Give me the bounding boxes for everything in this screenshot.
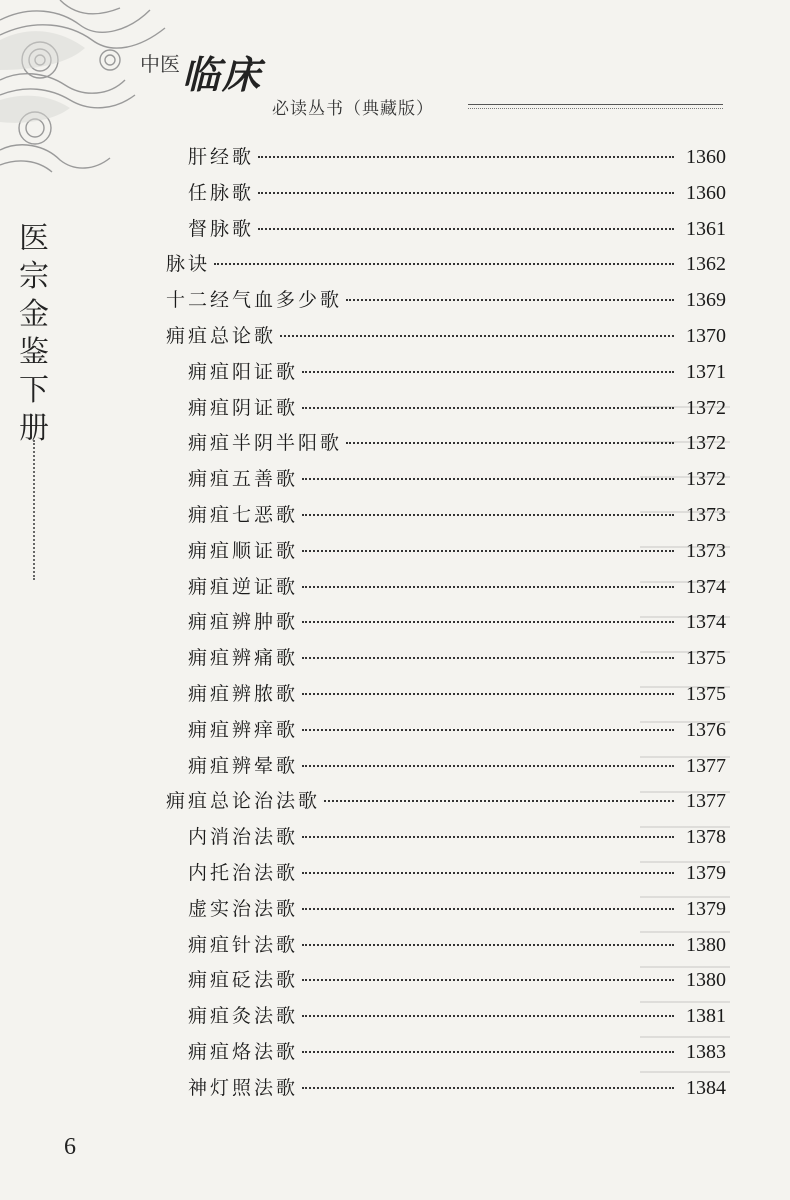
toc-entry-title: 神灯照法歌: [188, 1076, 299, 1099]
toc-leader-dots: [302, 692, 674, 695]
toc-entry-page: 1378: [686, 826, 726, 849]
toc-entry-title: 任脉歌: [188, 181, 255, 204]
toc-entry-page: 1379: [686, 862, 726, 884]
toc-entry[interactable]: [188, 142, 726, 178]
header-rule: [468, 104, 723, 105]
cloud-ornament-icon: [0, 0, 200, 180]
toc-leader-dots: [302, 1050, 674, 1053]
toc-entry[interactable]: [166, 321, 726, 357]
toc-entry-page: 1372: [686, 432, 726, 455]
toc-entry[interactable]: [188, 679, 726, 715]
toc-entry[interactable]: [188, 643, 726, 679]
toc-entry[interactable]: [188, 536, 726, 572]
toc-leader-dots: [346, 441, 674, 444]
toc-entry-page: 1362: [686, 253, 726, 276]
toc-entry-title: 痈疽五善歌: [188, 468, 299, 491]
toc-entry[interactable]: [188, 751, 726, 787]
toc-leader-dots: [214, 262, 674, 265]
toc-entry[interactable]: [188, 214, 726, 250]
toc-entry[interactable]: [188, 930, 726, 966]
toc-leader-dots: [302, 728, 674, 731]
toc-leader-dots: [302, 978, 674, 981]
toc-leader-dots: [302, 1086, 674, 1089]
toc-leader-dots: [302, 871, 674, 874]
toc-leader-dots: [302, 370, 674, 373]
toc-entry[interactable]: [188, 357, 726, 393]
toc-leader-dots: [302, 943, 674, 946]
toc-entry-title: 痈疽辨晕歌: [188, 754, 299, 777]
toc-entry[interactable]: [188, 464, 726, 500]
page-number: 6: [64, 1134, 76, 1160]
toc-entry-page: 1376: [686, 718, 726, 741]
toc-entry-title: 内托治法歌: [188, 862, 299, 884]
toc-entry[interactable]: [188, 572, 726, 608]
toc-leader-dots: [302, 907, 674, 910]
toc-leader-dots: [302, 1014, 674, 1017]
toc-entry-title: 痈疽逆证歌: [188, 575, 299, 598]
toc-entry-title: 督脉歌: [188, 217, 255, 240]
header-rule-dotted: [468, 108, 723, 109]
toc-entry-page: 1370: [686, 325, 726, 347]
toc-entry-page: 1381: [686, 1005, 726, 1028]
toc-entry-title: 痈疽阴证歌: [188, 396, 299, 419]
toc-leader-dots: [302, 549, 674, 552]
toc-entry[interactable]: [188, 393, 726, 429]
toc-entry-page: 1372: [686, 396, 726, 419]
toc-entry-page: 1369: [686, 289, 726, 312]
toc-entry[interactable]: [188, 1073, 726, 1109]
toc-entry-page: 1380: [686, 969, 726, 992]
toc-entry-page: 1383: [686, 1041, 726, 1063]
toc-entry-title: 虚实治法歌: [188, 897, 299, 920]
toc-leader-dots: [324, 799, 674, 802]
toc-entry-page: 1375: [686, 647, 726, 670]
side-dotted-rule: [33, 440, 35, 580]
toc-leader-dots: [302, 764, 674, 767]
toc-entry-title: 内消治法歌: [188, 826, 299, 849]
toc-entry-title: 脉诀: [166, 253, 211, 276]
toc-leader-dots: [302, 620, 674, 623]
toc-entry-title: 痈疽烙法歌: [188, 1041, 299, 1063]
toc-entry[interactable]: [188, 894, 726, 930]
toc-entry[interactable]: [188, 1001, 726, 1037]
toc-entry[interactable]: [166, 786, 726, 822]
toc-entry[interactable]: [188, 822, 726, 858]
toc-entry-title: 痈疽总论治法歌: [166, 790, 321, 813]
toc-entry-title: 痈疽砭法歌: [188, 969, 299, 992]
toc-entry-page: 1379: [686, 897, 726, 920]
toc-entry-page: 1371: [686, 360, 726, 383]
toc-leader-dots: [258, 155, 674, 158]
toc-entry-title: 痈疽半阴半阳歌: [188, 432, 343, 455]
toc-entry-title: 痈疽辨脓歌: [188, 683, 299, 705]
toc-leader-dots: [258, 227, 674, 230]
toc-entry-page: 1360: [686, 146, 726, 168]
toc-entry[interactable]: [188, 965, 726, 1001]
toc-entry-page: 1384: [686, 1076, 726, 1099]
toc-entry-page: 1361: [686, 217, 726, 240]
toc-leader-dots: [280, 334, 674, 337]
toc-entry-title: 十二经气血多少歌: [166, 289, 343, 312]
toc-entry-page: 1375: [686, 683, 726, 705]
toc-entry-title: 痈疽辨痒歌: [188, 718, 299, 741]
toc-leader-dots: [302, 477, 674, 480]
toc-entry[interactable]: [188, 428, 726, 464]
toc-entry-page: 1360: [686, 181, 726, 204]
toc-leader-dots: [302, 835, 674, 838]
toc-entry-title: 痈疽七恶歌: [188, 504, 299, 526]
toc-entry-page: 1377: [686, 754, 726, 777]
toc-leader-dots: [258, 191, 674, 194]
toc-entry[interactable]: [188, 715, 726, 751]
toc-entry-title: 痈疽灸法歌: [188, 1005, 299, 1028]
book-side-title: 医 宗 金 鉴 下 册: [19, 221, 49, 446]
toc-leader-dots: [302, 406, 674, 409]
toc-leader-dots: [302, 513, 674, 516]
toc-entry[interactable]: [188, 178, 726, 214]
toc-entry-title: 痈疽顺证歌: [188, 539, 299, 562]
toc-entry-title: 痈疽总论歌: [166, 325, 277, 347]
toc-entry-title: 痈疽辨肿歌: [188, 611, 299, 634]
toc-entry-page: 1373: [686, 539, 726, 562]
toc-entry-page: 1380: [686, 933, 726, 956]
toc-entry-page: 1377: [686, 790, 726, 813]
series-label: 中医: [140, 52, 180, 76]
toc-entry[interactable]: [188, 1037, 726, 1073]
series-title: 临床: [182, 52, 263, 97]
toc-entry[interactable]: [166, 249, 726, 285]
toc-entry-page: 1372: [686, 468, 726, 491]
toc-entry-title: 痈疽阳证歌: [188, 360, 299, 383]
toc-leader-dots: [302, 585, 674, 588]
series-subtitle: 必读丛书（典藏版）: [272, 99, 434, 119]
toc-entry[interactable]: [188, 607, 726, 643]
toc-entry-title: 痈疽辨痛歌: [188, 647, 299, 670]
toc-entry[interactable]: [188, 500, 726, 536]
toc-leader-dots: [346, 298, 674, 301]
toc-entry-title: 痈疽针法歌: [188, 933, 299, 956]
toc-entry-page: 1374: [686, 611, 726, 634]
toc-entry-title: 肝经歌: [188, 146, 255, 168]
toc-entry-page: 1373: [686, 504, 726, 526]
toc-entry[interactable]: [166, 285, 726, 321]
toc-entry[interactable]: [188, 858, 726, 894]
toc-entry-page: 1374: [686, 575, 726, 598]
toc-leader-dots: [302, 656, 674, 659]
